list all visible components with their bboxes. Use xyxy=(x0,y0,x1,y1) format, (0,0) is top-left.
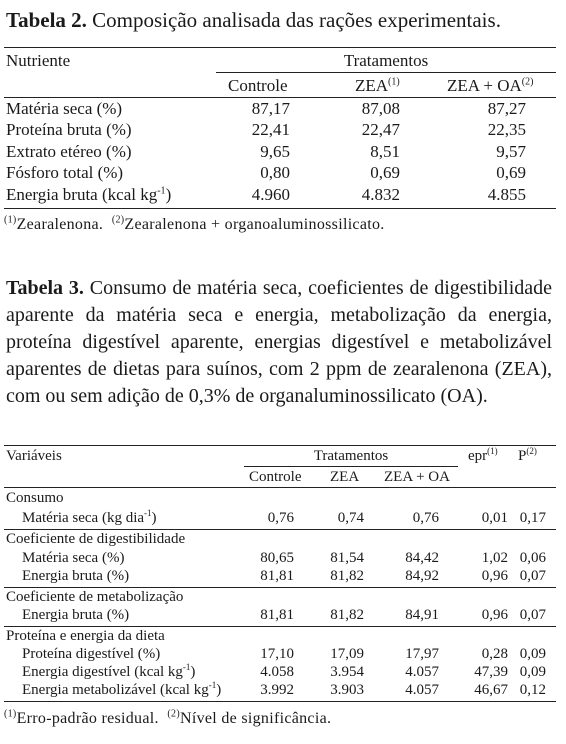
table2-caption-text: Composição analisada das rações experimentais. xyxy=(92,8,501,32)
table2-cell-zea: 87,08 xyxy=(361,99,400,118)
table3-cell-epr: 47,39 xyxy=(474,664,508,680)
table3-cell-controle: 17,10 xyxy=(260,646,294,662)
table2-sub-controle: Controle xyxy=(228,76,288,95)
table3-tratamentos-rule xyxy=(244,466,458,467)
table2-cell-zeaoa: 9,57 xyxy=(496,142,526,161)
table2-sub-zea: ZEA$^{(1)}$ xyxy=(355,76,400,95)
table3-row-label: Energia digestível (kcal $kg^{-1}$) xyxy=(22,662,196,680)
table3-sub-zeaoa: ZEA + OA xyxy=(384,469,450,485)
table3-header-tratamentos: Tratamentos xyxy=(313,448,389,464)
table2-top-rule xyxy=(4,47,556,48)
table3-cell-zeaoa: 84,92 xyxy=(405,568,439,584)
table3-sub-controle: Controle xyxy=(249,469,302,485)
table2-label: Tabela 2. xyxy=(6,8,87,32)
table3-cell-zea: 17,09 xyxy=(330,646,364,662)
table3-row-label: Proteína digestível (%) xyxy=(22,646,161,662)
table3-row-label: Matéria seca (kg dia$^{-1}$) xyxy=(22,508,157,526)
table2-row-label: Fósforo total (%) xyxy=(6,163,124,182)
table3-cell-controle: 4.058 xyxy=(260,664,294,680)
table2-cell-controle: 22,41 xyxy=(251,120,290,139)
table3-group-title: Coeficiente de metabolização xyxy=(6,589,184,605)
table3-header-p: $P^{(2)}$ xyxy=(518,446,537,464)
table2-header-nutriente: Nutriente xyxy=(6,51,71,70)
table2-cell-zeaoa: 4.855 xyxy=(487,185,526,204)
table3-cell-zeaoa: 17,97 xyxy=(405,646,439,662)
table3-cell-p: 0,06 xyxy=(519,550,546,566)
table3-label: Tabela 3. xyxy=(6,277,84,299)
table3-cell-zea: 81,82 xyxy=(330,607,364,623)
table3-row-label: Energia metabolizável (kcal $kg^{-1}$) xyxy=(22,680,222,698)
table2-cell-zea: 4.832 xyxy=(361,185,400,204)
table3-cell-zeaoa: 84,91 xyxy=(405,607,439,623)
table2-cell-zeaoa: 22,35 xyxy=(487,120,526,139)
table3-bottom-rule xyxy=(4,701,556,702)
table3-cell-p: 0,12 xyxy=(519,682,546,698)
table2-caption xyxy=(6,6,562,34)
table3-cell-p: 0,09 xyxy=(519,664,546,680)
table3-group-title: Coeficiente de digestibilidade xyxy=(6,531,186,547)
table2-footnotes: $^{(1)}$Zearalenona. $^{(2)}$Zearalenona + organoaluminossilicato. xyxy=(4,214,385,233)
table3-group-title: Proteína e energia da dieta xyxy=(6,628,165,644)
table3-footnotes: $^{(1)}$Erro-padrão residual. $^{(2)}$Nível de significância. xyxy=(4,708,332,727)
table2-header-rule xyxy=(4,97,556,98)
table3-header-epr: epr$^{(1)}$ xyxy=(468,446,498,464)
table3-caption xyxy=(6,275,552,410)
table2-cell-controle: 87,17 xyxy=(251,99,290,118)
table3-cell-epr: 0,01 xyxy=(481,510,508,526)
table3-cell-epr: 46,67 xyxy=(474,682,508,698)
table3-cell-controle: 81,81 xyxy=(260,607,294,623)
table3-row-label: Energia bruta (%) xyxy=(22,607,130,623)
table3-cell-zeaoa: 4.057 xyxy=(405,664,439,680)
table2-cell-controle: 0,80 xyxy=(260,163,290,182)
table3-top-rule xyxy=(4,445,556,446)
table3-cell-zea: 3.954 xyxy=(330,664,364,680)
table2-sub-zeaoa: ZEA + $OA^{(2)}$ xyxy=(447,76,534,95)
table3-group-title: Consumo xyxy=(6,490,64,506)
table3-cell-zeaoa: 4.057 xyxy=(405,682,439,698)
table3-cell-epr: 0,96 xyxy=(481,607,508,623)
table3-cell-p: 0,17 xyxy=(519,510,546,526)
table3-cell-p: 0,07 xyxy=(519,607,546,623)
table3-cell-controle: 80,65 xyxy=(260,550,294,566)
table2-cell-zea: 22,47 xyxy=(361,120,400,139)
table3-cell-zea: 81,82 xyxy=(330,568,364,584)
table3-caption-text: Consumo de matéria seca, coeficientes de digestibilidade aparente da matéria seca e energia, metabolização da energia, proteína digestível aparente, energias digestível e metabolizável aparentes de dietas para suínos, com 2 ppm de zearalenona (ZEA), com ou sem adição de 0,3% de organaluminossilicato (OA). xyxy=(6,277,552,407)
table2-cell-zea: 0,69 xyxy=(370,163,400,182)
table2-row-label: Extrato etéreo (%) xyxy=(6,142,132,161)
table3-cell-zea: 81,54 xyxy=(330,550,364,566)
table2-row-label: Proteína bruta (%) xyxy=(6,120,132,139)
table3-cell-zeaoa: 0,76 xyxy=(412,510,439,526)
table2-cell-zea: 8,51 xyxy=(370,142,400,161)
table3-row-label: Energia bruta (%) xyxy=(22,568,130,584)
table2-cell-controle: 9,65 xyxy=(260,142,290,161)
table3-cell-p: 0,07 xyxy=(519,568,546,584)
table2-bottom-rule xyxy=(4,208,556,209)
table3-cell-zeaoa: 84,42 xyxy=(405,550,439,566)
table3-cell-controle: 81,81 xyxy=(260,568,294,584)
table2-cell-zeaoa: 0,69 xyxy=(496,163,526,182)
table3-header-rule xyxy=(4,487,556,488)
table2-tratamentos-rule xyxy=(216,72,556,73)
table3-cell-controle: 0,76 xyxy=(267,510,294,526)
table3-cell-epr: 1,02 xyxy=(481,550,508,566)
table2-cell-zeaoa: 87,27 xyxy=(487,99,526,118)
table3-cell-p: 0,09 xyxy=(519,646,546,662)
table2-row-label: Energia bruta (kcal $kg^{-1}$) xyxy=(6,185,172,204)
table3-cell-epr: 0,96 xyxy=(481,568,508,584)
table3-cell-zea: 0,74 xyxy=(337,510,364,526)
table3-sub-zea: ZEA xyxy=(330,469,360,485)
table3-cell-zea: 3.903 xyxy=(330,682,364,698)
table2-cell-controle: 4.960 xyxy=(251,185,290,204)
table3-row-label: Matéria seca (%) xyxy=(22,550,125,566)
table2-row-label: Matéria seca (%) xyxy=(6,99,123,118)
table3-cell-epr: 0,28 xyxy=(481,646,508,662)
table2-header-tratamentos: Tratamentos xyxy=(343,51,429,70)
table3-header-variaveis: Variáveis xyxy=(6,448,62,464)
table3-cell-controle: 3.992 xyxy=(260,682,294,698)
